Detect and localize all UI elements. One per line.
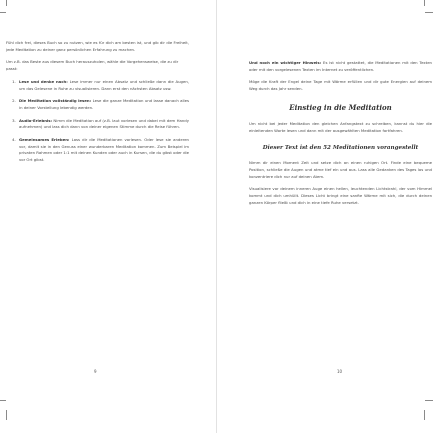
subsection-heading: Dieser Text ist den 52 Meditationen vorangestellt	[262, 145, 419, 152]
list-item-label: Audio-Erlebnis:	[19, 117, 53, 123]
list-item	[17, 79, 189, 92]
page-number: 9	[94, 369, 97, 374]
section-heading: Einstieg in die Meditation	[289, 102, 392, 112]
list-item-label: Gemeinsames Erleben:	[19, 137, 70, 143]
crop-mark	[424, 0, 425, 6]
meditation-paragraph-1: Nimm dir einen Moment Zeit und setze dich an einen ruhigen Ort. Finde eine bequeme Position, schließe die Augen und atme tief ein und aus. Lass alle Gedanken des Tages los und konzentriere dich nur auf deinen Atem.	[249, 160, 432, 179]
crop-mark	[424, 410, 425, 420]
right-page	[217, 0, 433, 433]
list-item-text: Lese immer nur einen Absatz und schließe dann die Augen, um das Gelesene in Ruhe zu visualisieren. Dann erst den nächsten Absatz usw.	[19, 78, 189, 91]
crop-mark	[0, 400, 6, 401]
list-item-label: Die Meditation vollständig lesen:	[19, 98, 92, 104]
hint-label: Und noch ein wichtiger Hinweis:	[249, 60, 322, 65]
list-item	[17, 137, 189, 164]
wish-paragraph: Möge die Kraft der Engel deine Tage mit Wärme erfüllen und dir gute Energien auf deinem Weg durch das Jahr senden.	[249, 79, 432, 92]
hint-text: Es ist nicht gestattet, die Meditationen mit den Texten oder mit den vorgelesenen Texten im Internet zu veröffentlichen.	[249, 60, 432, 72]
ways-intro-paragraph: Um z.B. das Beste aus diesem Buch herauszuholen, wähle die Vorgehensweise, die zu dir passt:	[6, 59, 179, 72]
list-item	[17, 118, 189, 131]
list-item-label: Lese und denke nach:	[19, 78, 68, 84]
intro-paragraph: Fühl dich frei, dieses Buch so zu nutzen, wie es für dich am besten ist, und gib dir die Freiheit, jede Meditation zu deiner ganz persönlichen Erfahrung zu machen.	[6, 40, 189, 52]
hint-paragraph	[249, 60, 432, 73]
left-page	[0, 0, 216, 433]
list-item	[17, 98, 189, 111]
right-page-content	[249, 60, 432, 212]
meditation-paragraph-2: Visualisiere vor deinem inneren Auge einen hellen, leuchtenden Lichtstrahl, der vom Himmel kommt und dich umhüllt. Dieses Licht bringt eine sanfte Wärme mit sich, die durch deinen ganzen Körper fließt und dich in eine tiefe Ruhe versetzt.	[249, 186, 432, 205]
einstieg-paragraph: Um nicht bei jeder Meditation den gleichen Anfangstext zu schreiben, kannst du hier die einleitenden Worte lesen und dann mit der ausgewählten Meditation fortfahren.	[249, 120, 432, 133]
crop-mark	[0, 12, 6, 13]
crop-mark	[425, 12, 433, 13]
crop-mark	[6, 410, 7, 420]
list-item-text: Nimm die Meditation auf (z.B. laut vorlesen und dabei mit dem Handy aufnehmen) und lass dich dann von deiner eigenen Stimme durch die Reise führen.	[19, 117, 189, 130]
list-item-text: Lass dir die Meditationen vorlesen. Oder lese sie anderen vor, damit sie in den Genuss einer wunderbaren Meditation kommen. Zum Beispiel im privaten Rahmen oder 1:1 mit deinen Kunden oder auch in Kursen, die du gibst oder die vor Ort gibst.	[19, 137, 189, 163]
crop-mark	[425, 400, 433, 401]
crop-mark	[6, 0, 7, 6]
left-page-content	[6, 40, 189, 170]
list-item-text: Lese die ganze Meditation und lasse danach alles in deiner Vorstellung lebendig werden.	[19, 98, 189, 110]
approach-list	[6, 79, 189, 164]
page-number: 10	[337, 369, 343, 374]
